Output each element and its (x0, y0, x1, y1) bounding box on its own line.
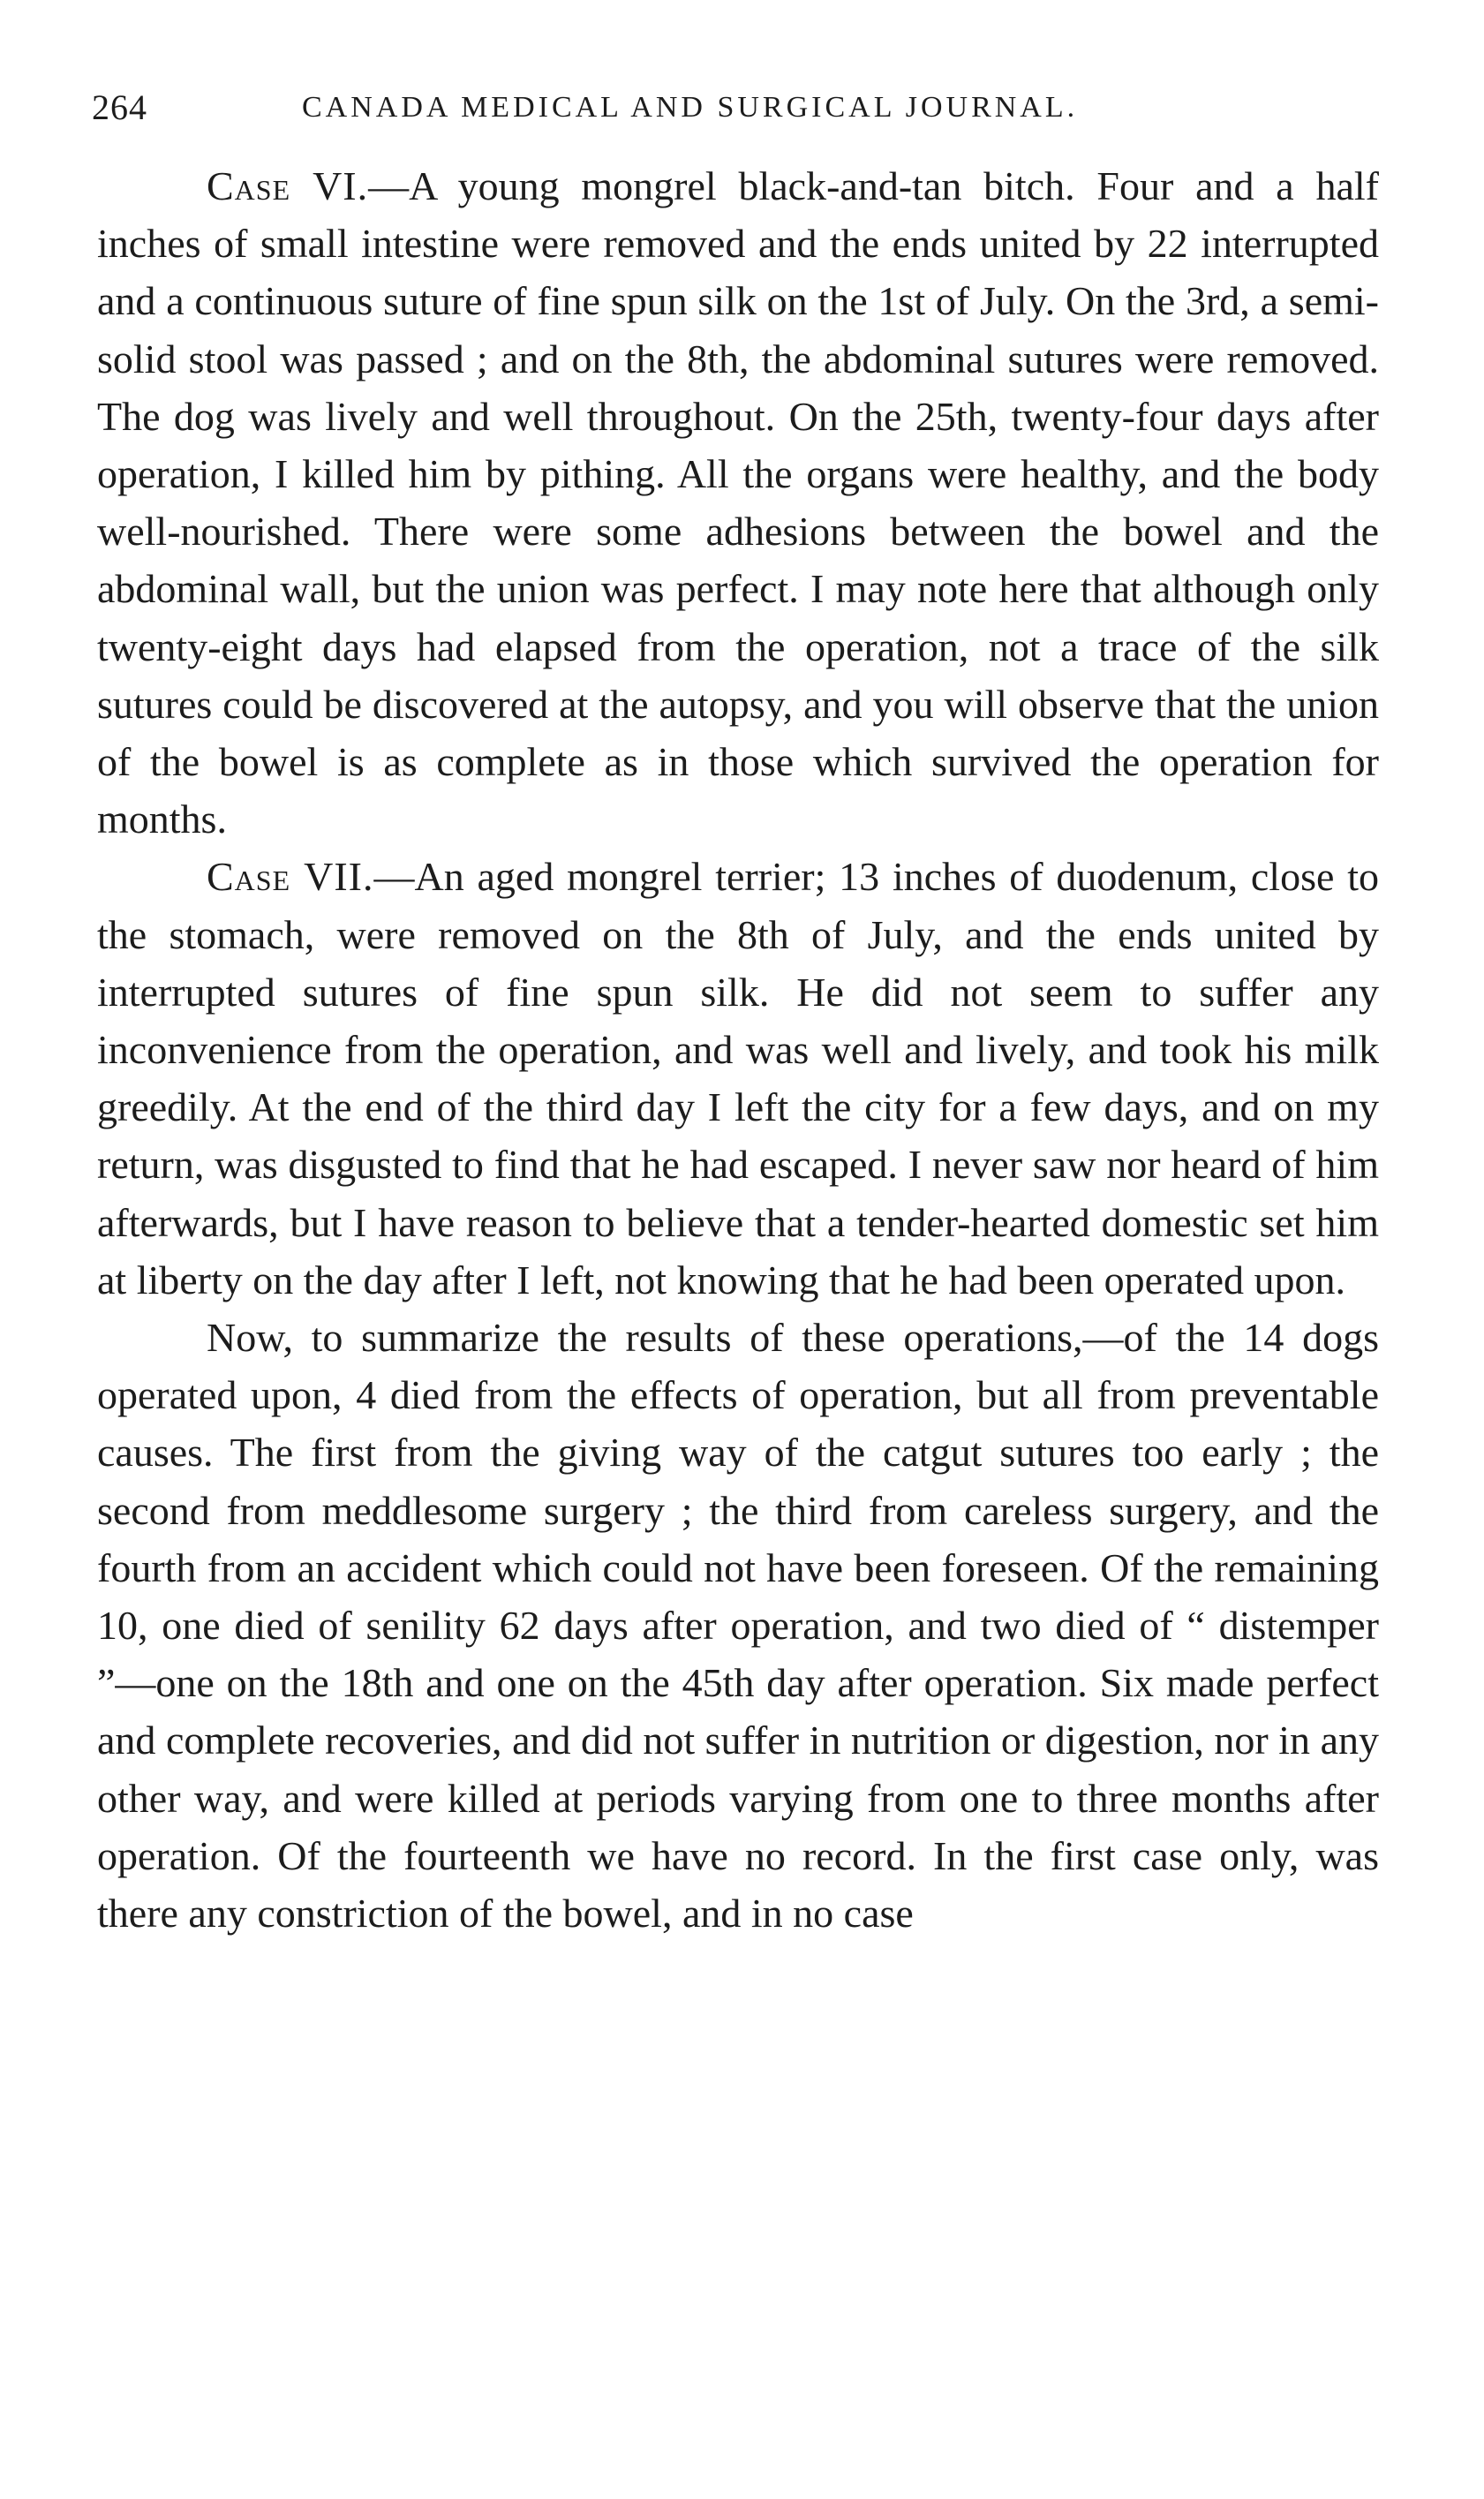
case-label: Case VII. (207, 854, 374, 900)
paragraph-case-vi (97, 157, 1379, 848)
page-header (92, 81, 1381, 134)
running-head: CANADA MEDICAL AND SURGICAL JOURNAL. (302, 91, 1079, 124)
paragraph-summary (97, 1309, 1379, 1942)
page-number: 264 (92, 87, 147, 127)
body-text (97, 157, 1379, 1942)
case-label: Case VI. (207, 163, 369, 208)
paragraph-case-vii (97, 848, 1379, 1309)
paragraph-text: —An aged mongrel terrier; 13 inches of duodenum, close to the stomach, were removed on the 8th of July, and the ends united by interrupted sutures of fine spun silk. He did not seem to suffer any inconvenience from the operation, and was well and lively, and took his milk greedily. At the end of the third day I left the city for a few days, and on my return, was disgusted to find that he had escaped. I never saw nor heard of him afterwards, but I have reason to believe that a tender-hearted domestic set him at liberty on the day after I left, not knowing that he had been operated upon. (97, 854, 1379, 1302)
paragraph-text: Now, to summarize the results of these operations,—of the 14 dogs operated upon, 4 died from the effects of operation, but all from preventable causes. The first from the giving way of the catgut sutures too early ; the second from meddlesome surgery ; the third from careless surgery, and the fourth from an accident which could not have been foreseen. Of the remaining 10, one died of senility 62 days after operation, and two died of “ distemper ”—one on the 18th and one on the 45th day after operation. Six made perfect and complete recoveries, and did not suffer in nutrition or digestion, nor in any other way, and were killed at periods varying from one to three months after operation. Of the fourteenth we have no record. In the first case only, was there any constriction of the bowel, and in no case (97, 1315, 1379, 1937)
paragraph-text: —A young mongrel black-and-tan bitch. Four and a half inches of small intestine were removed and the ends united by 22 interrupted and a continuous suture of fine spun silk on the 1st of July. On the 3rd, a semi-solid stool was passed ; and on the 8th, the abdominal sutures were removed. The dog was lively and well throughout. On the 25th, twenty-four days after operation, I killed him by pithing. All the organs were healthy, and the body well-nourished. There were some adhesions between the bowel and the abdominal wall, but the union was perfect. I may note here that although only twenty-eight days had elapsed from the operation, not a trace of the silk sutures could be discovered at the autopsy, and you will observe that the union of the bowel is as complete as in those which survived the operation for months. (97, 163, 1380, 842)
